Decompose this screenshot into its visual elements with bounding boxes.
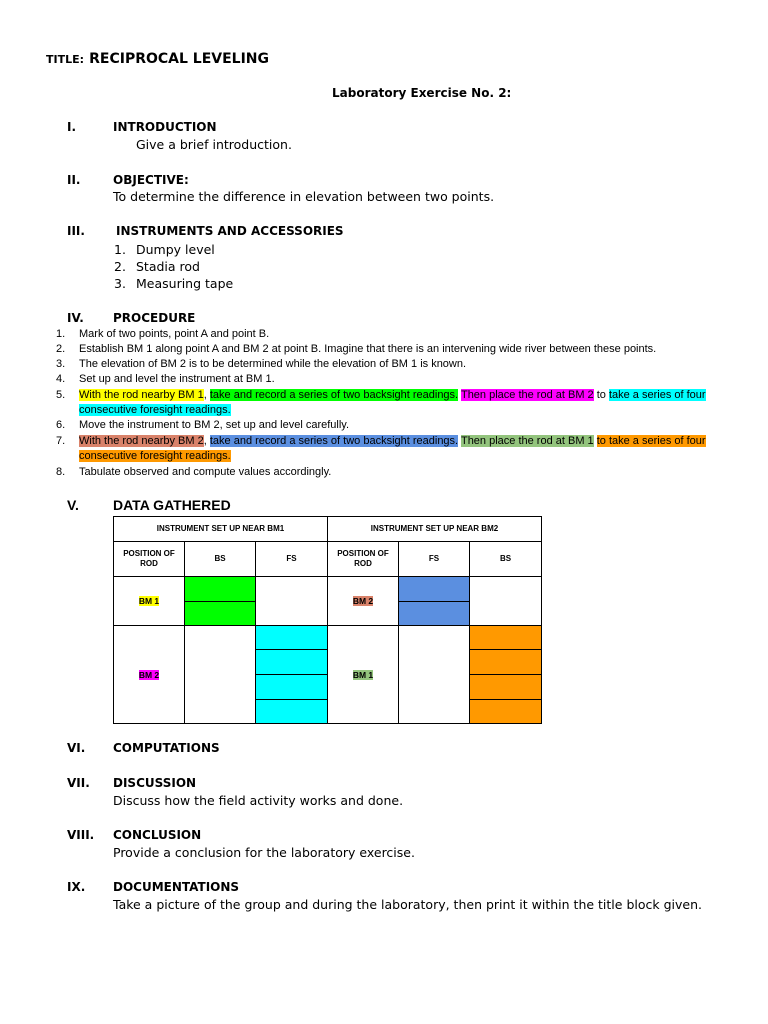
col-position-of-rod: POSITION OF ROD: [327, 541, 399, 577]
section-heading-data-gathered: DATA GATHERED: [113, 497, 231, 513]
objective-body: To determine the difference in elevation between two points.: [113, 189, 495, 204]
bm-label: BM 2: [352, 596, 374, 606]
procedure-step: [56, 388, 726, 418]
step-number: 8.: [56, 466, 66, 478]
col-position-of-rod: POSITION OF ROD: [113, 541, 185, 577]
separator: to: [593, 389, 609, 401]
fs-reading-cell[interactable]: [398, 601, 470, 626]
data-table: [113, 516, 542, 724]
fs-reading-cell[interactable]: [255, 576, 328, 626]
section-number: I.: [67, 120, 77, 134]
section-heading-computations: COMPUTATIONS: [113, 741, 220, 755]
section-heading-instruments: INSTRUMENTS AND ACCESSORIES: [116, 224, 344, 238]
separator: ,: [203, 389, 210, 401]
section-heading-objective: OBJECTIVE:: [113, 173, 189, 187]
row-position-cell: [113, 625, 185, 724]
highlight-orange: to take a series of four consecutive foresight readings.: [79, 435, 706, 462]
step-number: 1.: [56, 328, 66, 340]
exercise-label: Laboratory Exercise No. 2:: [332, 86, 512, 100]
step-text: Mark of two points, point A and point B.: [79, 328, 270, 340]
section-heading-conclusion: CONCLUSION: [113, 828, 202, 842]
step-text: [79, 388, 724, 418]
row-position-cell: [327, 576, 399, 626]
col-fs: FS: [255, 541, 328, 577]
section-heading-introduction: INTRODUCTION: [113, 120, 217, 134]
fs-reading-cell[interactable]: [255, 649, 328, 675]
fs-reading-cell[interactable]: [398, 625, 470, 724]
step-text: Tabulate observed and compute values accordingly.: [79, 466, 332, 478]
discussion-body: Discuss how the field activity works and done.: [113, 793, 404, 808]
section-number: III.: [67, 224, 85, 238]
step-number: 5.: [56, 389, 66, 401]
step-text: [79, 434, 724, 464]
step-number: 2.: [56, 343, 66, 355]
separator: ,: [203, 435, 210, 447]
fs-reading-cell[interactable]: [398, 576, 470, 602]
header-setup-bm1: INSTRUMENT SET UP NEAR BM1: [113, 516, 328, 542]
col-fs: FS: [398, 541, 470, 577]
row-position-cell: [113, 576, 185, 626]
highlight-green: take and record a series of two backsight readings.: [209, 389, 459, 401]
instrument-item: Measuring tape: [136, 276, 234, 291]
bs-reading-cell[interactable]: [184, 601, 256, 626]
col-bs: BS: [469, 541, 542, 577]
section-number: IX.: [67, 880, 86, 894]
fs-reading-cell[interactable]: [255, 625, 328, 650]
title-label: TITLE:: [46, 53, 85, 66]
instrument-item-number: 1.: [114, 242, 126, 257]
step-number: 6.: [56, 419, 66, 431]
bs-reading-cell[interactable]: [184, 625, 256, 724]
step-text: Establish BM 1 along point A and BM 2 at point B. Imagine that there is an intervening wide river between these points.: [79, 343, 657, 355]
row-position-cell: [327, 625, 399, 724]
bm-label: BM 1: [352, 669, 374, 680]
bs-reading-cell[interactable]: [469, 699, 542, 724]
section-heading-discussion: DISCUSSION: [113, 776, 197, 790]
header-setup-bm2: INSTRUMENT SET UP NEAR BM2: [327, 516, 542, 542]
step-number: 3.: [56, 358, 66, 370]
bs-reading-cell[interactable]: [469, 649, 542, 675]
procedure-step: [56, 434, 726, 464]
documentations-body: Take a picture of the group and during the laboratory, then print it within the title block given.: [113, 897, 702, 912]
step-text: The elevation of BM 2 is to be determined while the elevation of BM 1 is known.: [79, 358, 467, 370]
bs-reading-cell[interactable]: [184, 576, 256, 602]
conclusion-body: Provide a conclusion for the laboratory exercise.: [113, 845, 415, 860]
section-number: V.: [67, 497, 79, 513]
highlight-yellow: With the rod nearby BM 1: [79, 389, 204, 401]
section-number: IV.: [67, 311, 84, 325]
step-number: 4.: [56, 373, 66, 385]
highlight-blue: take and record a series of two backsight readings.: [209, 435, 459, 447]
bm-label: BM 2: [138, 669, 160, 680]
step-text: Move the instrument to BM 2, set up and level carefully.: [79, 419, 350, 431]
instrument-item-number: 3.: [114, 276, 126, 291]
bs-reading-cell[interactable]: [469, 674, 542, 700]
section-number: VI.: [67, 741, 86, 755]
highlight-red: With the rod nearby BM 2: [79, 435, 204, 447]
section-number: VII.: [67, 776, 90, 790]
title-value: RECIPROCAL LEVELING: [89, 51, 270, 67]
bs-reading-cell[interactable]: [469, 625, 542, 650]
step-text: Set up and level the instrument at BM 1.: [79, 373, 275, 385]
section-heading-documentations: DOCUMENTATIONS: [113, 880, 240, 894]
bs-reading-cell[interactable]: [469, 576, 542, 626]
highlight-magenta: Then place the rod at BM 2: [460, 389, 594, 401]
section-number: VIII.: [67, 828, 95, 842]
highlight-olive: Then place the rod at BM 1: [460, 435, 594, 447]
instrument-item-number: 2.: [114, 259, 126, 274]
document-title: [46, 48, 269, 67]
col-bs: BS: [184, 541, 256, 577]
instrument-item: Stadia rod: [136, 259, 200, 274]
highlight-cyan: take a series of four consecutive foresight readings.: [79, 389, 706, 416]
step-number: 7.: [56, 435, 66, 447]
introduction-body: Give a brief introduction.: [136, 137, 292, 152]
section-heading-procedure: PROCEDURE: [113, 311, 196, 325]
section-number: II.: [67, 173, 81, 187]
bm-label: BM 1: [138, 596, 160, 606]
fs-reading-cell[interactable]: [255, 674, 328, 700]
instrument-item: Dumpy level: [136, 242, 215, 257]
fs-reading-cell[interactable]: [255, 699, 328, 724]
